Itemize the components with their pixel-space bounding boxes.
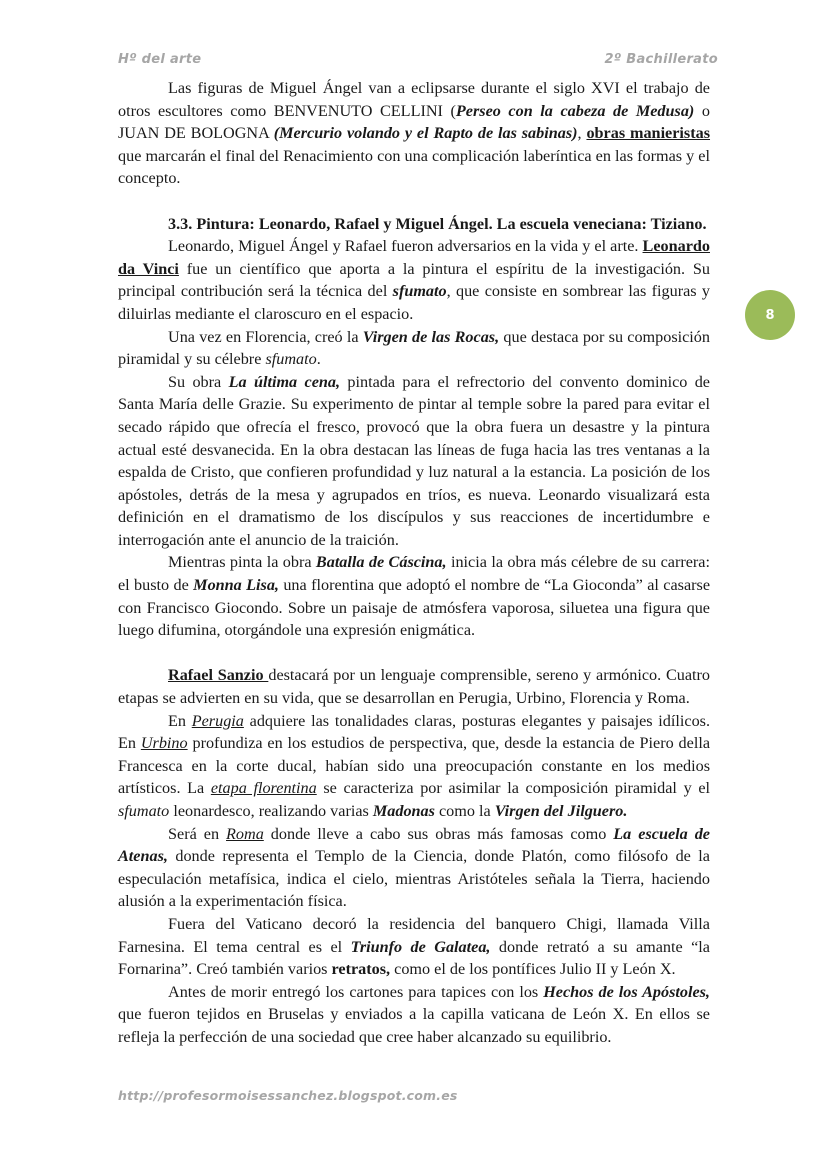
paragraph-mannerist-sculptors [118,77,710,190]
paragraph-rafael-intro [118,664,710,709]
artwork-title: Triunfo de Galatea, [350,937,491,956]
artwork-title: Monna Lisa, [193,576,279,595]
text: profundiza en los estudios de perspectiva, que, desde la estancia de Piero della Francesca en la corte ducal, habían sido una preocupación constante en los medios artísticos. La [118,734,711,798]
text: que fueron tejidos en Bruselas y enviados a la capilla vaticana de León X. En ellos se refleja la perfección de una sociedad que cree haber alcanzado su equilibrio. [118,1005,710,1046]
artist-name: Rafael Sanzio [168,666,269,685]
paragraph-rafael-roma [118,823,710,913]
paragraph-tapices [118,981,710,1049]
text: Leonardo, Miguel Ángel y Rafael fueron adversarios en la vida y el arte. [168,237,643,256]
document-body [118,77,710,1049]
key-term: retratos, [331,960,391,979]
text: Su obra [168,372,229,391]
key-term: sfumato [265,350,317,369]
artwork-title: Madonas [372,802,435,820]
artwork-title: La escuela de Atenas, [118,824,710,866]
artwork-title: Perseo con la cabeza de Medusa) [455,101,695,120]
header-subject: Hº del arte [118,52,202,67]
footer-url[interactable]: http://profesormoisessanchez.blogspot.com.es [118,1088,458,1103]
artwork-title: (Mercurio volando y el Rapto de las sabinas) [273,124,578,143]
text: . [316,350,321,369]
text: una florentina que adoptó el nombre de “La Gioconda” al casarse con Francisco Giocondo. Sobre un paisaje de atmósfera vaporosa, siluetea una figura que luego difumina, otorgándole una expresión enigmática. [118,576,711,640]
text: donde representa el Templo de la Ciencia, donde Platón, como filósofo de la especulación metafísica, indica el cielo, mientras Aristóteles señala la Tierra, haciendo alusión a la experimentación física. [118,847,710,911]
key-term: sfumato [118,802,170,820]
text: como la [434,802,495,820]
text: Mientras pinta la obra [168,553,316,572]
key-term: sfumato [392,282,447,301]
text: pintada para el refrectorio del convento dominico de Santa María delle Grazie. Su experimento de pintar al temple sobre la pared para evitar el secado rápido que ofrecía el fresco, provocó que la obra fuera un desastre y la pintura actual esté desvanecida. En la obra destacan las líneas de fuga hacia las tres ventanas a la espalda de Cristo, que confieren profundidad y luz natural a la estancia. La posición de los apóstoles, detrás de la mesa y agrupados en tríos, es nueva. Leonardo visualizará esta definición en el dramatismo de los discípulos y sus reacciones de incertidumbre e interrogación ante el anuncio de la traición. [118,372,710,549]
artwork-title: Hechos de los Apóstoles, [543,982,710,1001]
text: Antes de morir entregó los cartones para tapices con los [168,982,544,1001]
text: Las figuras de Miguel Ángel van a eclipsarse durante el siglo XVI el trabajo de otros escultores como BENVENUTO CELLINI ( [118,79,710,120]
paragraph-villa-farnesina [118,913,710,981]
text: que destaca por su composición piramidal y su célebre [118,327,710,369]
artist-name: Leonardo da Vinci [118,237,710,278]
header-course: 2º Bachillerato [604,52,718,67]
artwork-title: Virgen de las Rocas, [362,327,500,346]
text: que marcarán el final del Renacimiento con una complicación laberíntica en las formas y el concepto. [118,146,710,188]
text: leonardesco, realizando varias [169,802,373,820]
text: inicia la obra más célebre de su carrera: el busto de [118,553,710,595]
artwork-title: La última cena, [228,372,341,391]
text: , [577,124,587,143]
key-term: obras manieristas [586,124,711,143]
text: Una vez en Florencia, creó la [168,327,363,346]
text: o JUAN DE BOLOGNA [118,101,711,143]
artwork-title: Virgen del Jilguero. [494,802,628,820]
text: como el de los pontífices Julio II y León X. [390,960,676,979]
place-name: Urbino [140,734,188,753]
text: , que consiste en sombrear las figuras y diluirlas mediante el claroscuro en el espacio. [118,282,710,323]
text: Será en [168,824,227,843]
paragraph-virgen-rocas [118,326,710,371]
text: se caracteriza por asimilar la composición piramidal y el [316,779,710,798]
section-heading: 3.3. Pintura: Leonardo, Rafael y Miguel Ángel. La escuela veneciana: Tiziano. [168,214,707,233]
place-name: Perugia [191,711,244,730]
text: adquiere las tonalidades claras, posturas elegantes y paisajes idílicos. En [118,711,711,753]
text: fue un científico que aporta a la pintura el espíritu de la investigación. Su principal contribución será la técnica del [118,259,711,301]
text: donde lleve a cabo sus obras más famosas como [263,824,614,843]
text: donde retrató a su amante “la Fornarina”. Creó también varios [118,937,710,979]
paragraph-ultima-cena [118,371,710,552]
page-number-badge [745,290,795,340]
text: Fuera del Vaticano decoró la residencia del banquero Chigi, llamada Villa Farnesina. El tema central es el [118,914,710,956]
text: destacará por un lenguaje comprensible, sereno y armónico. Cuatro etapas se advierten en su vida, que se desarrollan en Perugia, Urbino, Florencia y Roma. [118,666,710,708]
place-name: Roma [226,824,264,843]
stage-name: etapa florentina [210,779,317,798]
paragraph-rafael-stages [118,710,710,823]
paragraph-monna-lisa [118,551,710,641]
artwork-title: Batalla de Cáscina, [315,553,447,572]
paragraph-leonardo-intro [118,235,710,325]
text: En [168,711,192,730]
page-number: 8 [765,307,775,323]
